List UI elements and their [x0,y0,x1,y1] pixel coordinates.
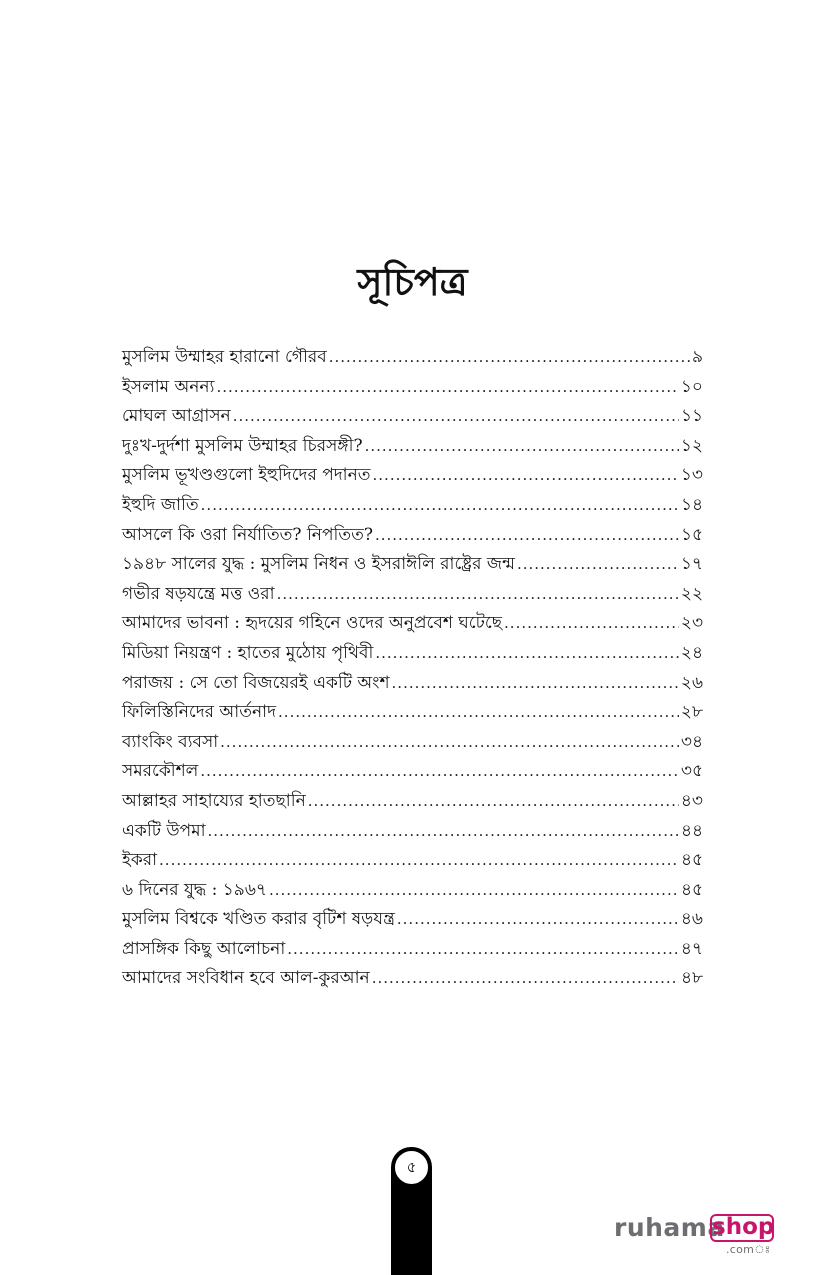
toc-entry-title: পরাজয় : সে তো বিজয়েরই একটি অংশ [122,672,390,693]
toc-entry-title: ১৯৪৮ সালের যুদ্ধ : মুসলিম নিধন ও ইসরাঈলি রাষ্ট্রের জন্ম [122,554,515,575]
toc-entry-page: ১০ [680,376,703,397]
logo-ruhama-text: ruhama [614,1213,725,1242]
toc-entry [122,550,703,580]
toc-entry [122,817,703,847]
toc-dot-leader [517,550,679,580]
toc-entry-title: আসলে কি ওরা নির্যাতিত? নিপতিত? [122,524,373,545]
toc-entry-page: ২৩ [680,613,703,634]
toc-entry-title: গভীর ষড়যন্ত্রে মত্ত ওরা [122,583,275,604]
toc-entry [122,432,703,462]
toc-entry [122,757,703,787]
toc-dot-leader [278,698,679,728]
toc-entry [122,580,703,610]
toc-entry-page: ৪৮ [680,968,703,989]
toc-dot-leader [308,787,679,817]
toc-dot-leader [392,669,679,699]
toc-entry [122,343,703,373]
toc-entry [122,728,703,758]
toc-entry [122,905,703,935]
toc-entry [122,609,703,639]
toc-entry-page: ১৭ [680,554,703,575]
toc-entry-title: ইকরা [122,850,158,871]
toc-entry-title: ৬ দিনের যুদ্ধ : ১৯৬৭ [122,879,267,900]
toc-dot-leader [287,935,679,965]
page-title: সূচিপত্র [357,260,468,304]
toc-entry-page: ২৪ [680,642,703,663]
toc-entry-title: ইসলাম অনন্য [122,376,215,397]
toc-dot-leader [269,876,679,906]
toc-entry [122,373,703,403]
toc-entry-page: ১৩ [680,465,703,486]
toc-dot-leader [208,817,679,847]
toc-entry [122,669,703,699]
toc-entry-page: ৪৩ [680,790,703,811]
toc-dot-leader [373,461,679,491]
toc-entry [122,787,703,817]
toc-entry [122,491,703,521]
toc-entry-page: ৪৫ [680,850,703,871]
toc-dot-leader [216,373,678,403]
toc-entry-title: ব্যাংকিং ব্যবসা [122,731,219,752]
toc-entry-page: ৪৭ [680,938,703,959]
toc-entry-title: আমাদের সংবিধান হবে আল-কুরআন [122,968,370,989]
toc-dot-leader [504,609,679,639]
toc-entry-page: ৪৪ [680,820,703,841]
table-of-contents [122,343,703,994]
toc-entry [122,461,703,491]
toc-entry-page: ৩৫ [680,761,703,782]
toc-entry-page: ১১ [680,406,703,427]
toc-dot-leader [277,580,679,610]
toc-entry-page: ১২ [680,435,703,456]
toc-dot-leader [375,521,679,551]
toc-entry [122,964,703,994]
toc-entry-page: ৪৫ [680,879,703,900]
toc-dot-leader [201,491,679,521]
page-number: ৫ [394,1150,429,1185]
toc-entry [122,698,703,728]
toc-entry [122,876,703,906]
toc-entry-title: মুসলিম উম্মাহর হারানো গৌরব [122,347,327,367]
toc-entry-title: প্রাসঙ্গিক কিছু আলোচনা [122,938,286,959]
toc-entry-title: মুসলিম ভূখণ্ডগুলো ইহুদিদের পদানত [122,465,371,486]
toc-entry-page: ৯ [691,347,703,367]
toc-entry-title: মুসলিম বিশ্বকে খণ্ডিত করার বৃটিশ ষড়যন্ত্র [122,909,395,930]
toc-dot-leader [233,402,679,432]
logo-shop-badge: shop [712,1214,775,1240]
toc-dot-leader [200,757,679,787]
toc-entry-page: ২৬ [680,672,703,693]
toc-entry-page: ২২ [680,583,703,604]
logo-com-text: .comঃ [726,1243,771,1256]
toc-dot-leader [329,343,690,373]
toc-entry-title: আমাদের ভাবনা : হৃদয়ের গহিনে ওদের অনুপ্রবেশ ঘটেছে [122,613,503,634]
toc-entry-title: দুঃখ-দুর্দশা মুসলিম উম্মাহর চিরসঙ্গী? [122,435,363,456]
toc-dot-leader [365,432,679,462]
toc-entry-page: ১৪ [680,494,703,515]
toc-entry-page: ১৫ [680,524,703,545]
toc-entry [122,521,703,551]
toc-entry-page: ২৮ [680,702,703,723]
toc-entry-title: ফিলিস্তিনিদের আর্তনাদ [122,702,277,723]
toc-entry [122,402,703,432]
toc-entry-title: আল্লাহর সাহায্যের হাতছানি [122,790,306,811]
toc-dot-leader [159,846,679,876]
toc-dot-leader [375,639,679,669]
toc-entry-page: ৪৬ [680,909,703,930]
toc-entry-title: একটি উপমা [122,820,206,841]
ruhamashop-logo [614,1213,784,1259]
toc-entry-title: মোঘল আগ্রাসন [122,406,231,427]
toc-entry [122,639,703,669]
toc-entry-title: ইহুদি জাতি [122,494,199,515]
toc-entry [122,846,703,876]
toc-entry [122,935,703,965]
toc-dot-leader [372,964,679,994]
toc-dot-leader [220,728,679,758]
toc-entry-title: মিডিয়া নিয়ন্ত্রণ : হাতের মুঠোয় পৃথিবী [122,642,374,663]
toc-dot-leader [397,905,679,935]
toc-entry-title: সমরকৌশল [122,761,199,782]
toc-entry-page: ৩৪ [680,731,703,752]
